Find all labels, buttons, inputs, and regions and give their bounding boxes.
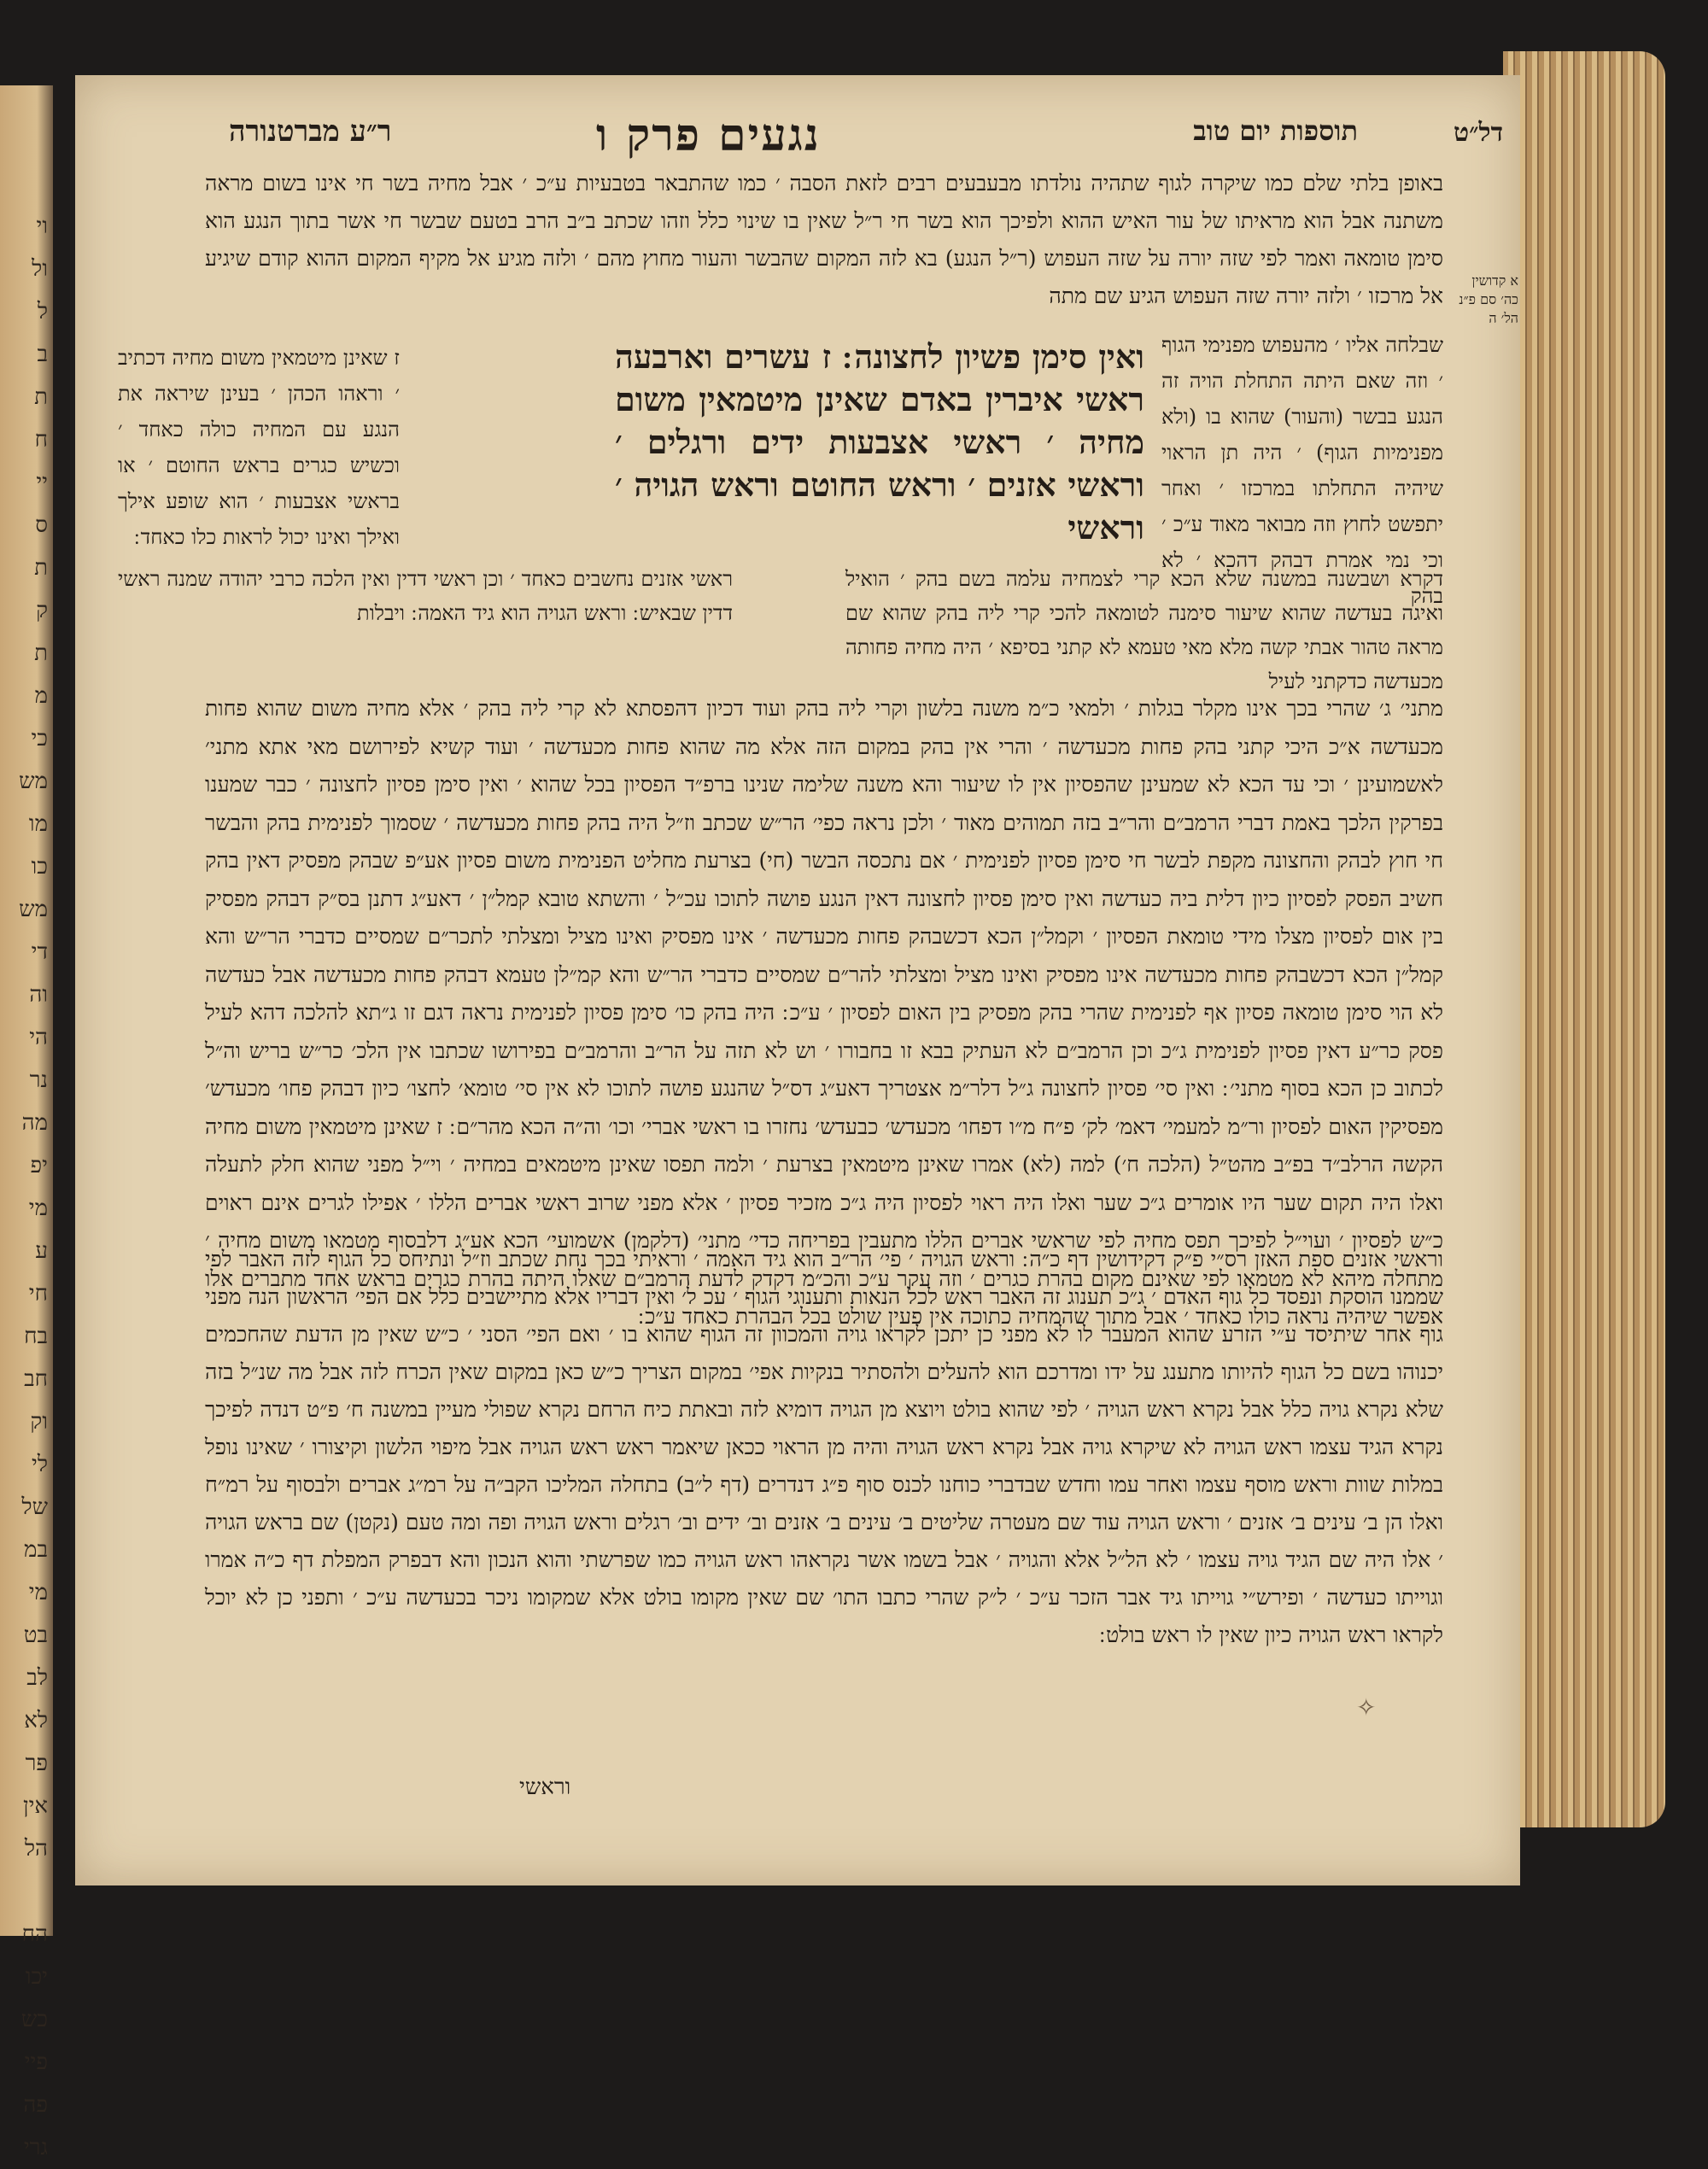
previous-page-line: כו	[31, 854, 48, 880]
previous-page-line: של	[21, 1494, 48, 1520]
previous-page-line: וה	[29, 982, 48, 1008]
previous-page-line: ס	[35, 512, 48, 538]
previous-page-line: מו	[28, 811, 48, 837]
previous-page-line: לב	[26, 1665, 48, 1691]
previous-page-line: ח	[34, 427, 48, 453]
book-page	[75, 75, 1520, 1885]
catchword: וראשי	[519, 1774, 571, 1800]
previous-page-line: בט	[23, 1622, 48, 1648]
mishna-text: ואין סימן פשיון לחצונה ׃ ז עשרים וארבעה ראשי איברין באדם שאינן מיטמאין משום מחיה ׳ ראשי אצבעות ידים ורגלים ׳ וראשי אזנים ׳ וראש החוטם וראש הגויה ׳ וראשי	[615, 337, 1144, 547]
previous-page-line: יי	[36, 470, 48, 495]
tosafot-bottom-block: וראשי אזנים ספת האזן רס״י פ״ק דקידושין דף כ״ה ׃ וראש הגויה ׳ פי׳ הר״ב הוא גיד האמה ׳ וראיתי בכך נחת שכתב וז״ל ונתיחס כל הגוף לזה האבר לפי שממנו הוסקת ונפסד כל גוף האדם ׳ ג״כ תענוג זה האבר ראש לכל הנאות ותענוגי הגוף ׳ עכ ל׳ ואין דבריו אלא מתיישבים כלל אם הפי׳ הראשון הנה מפני גוף אחר שיתיסד ע״י הזרע שהוא המעבר לו לא מפני כן יתכן לקראו גויה והמכוון זה הגוף שהוא בו ׳ ואם הפי׳ הסני ׳ כ״ש שאין מן הדעת שהחכמים יכנוהו בשם כל הגוף להיותו מתענג על ידו ומדרכם הוא להעלים ולהסתיר בנקיות אפי׳ במקום הצריך כ״ש כאן במקום שאין הכרח לזה אבל מה שנ״ל בזה שלא נקרא גויה כלל אבל נקרא ראש הגויה ׳ לפי שהוא בולט ויוצא מן הגויה דומיא לזה ובאתת כיח הרחם נקרא שפולי מעיין במשנה ח׳ פ״ט דנדה לפיכך נקרא הגיד עצמו ראש הגויה לא שיקרא גויה אבל נקרא ראש הגויה והיה מן הראוי ככאן שיאמר ראש ראש הגויה אבל מיפוי הלשון וקיצורו ׳ שאינו נופל במלות שוות וראש מוסף עצמו ואחר עמו וחדש שבדברי כוחנו לכנס סוף פ״ג דנדרים (דף ל״ב) בתחלה המליכו הקב״ה על רמ״ג אברים ולבסוף על רמ״ח ואלו הן ב׳ עינים ב׳ אזנים ׳ וראש הגויה עוד שם מעטרה שליטים ב׳ עינים ב׳ אזנים וב׳ ידים וב׳ רגלים וראש הגויה ופה ומה טעם (נקטן) שם בראש הגויה ׳ אלו היה שם הגיד גויה עצמו ׳ לא הל״ל אלא והגויה ׳ אבל בשמו אשר נקראהו ראש הגויה כמו שפרשתי והוא הנכון והא דבפרק המפלת דף כ״ה אמרו וגוייתו כעדשה ׳ ופירש״י גוייתו גיד אבר הזכר ע״כ ׳ ל״ק שהרי כתבו התו׳ שם שאין מקומו בולט אלא שמקומו ניכר בכעדשה ע״כ ׳ ותפני כן לא יוכל לקראו ראש הגויה כיון שאין לו ראש בולט ׃	[205, 1247, 1443, 1647]
previous-page-line: מ	[34, 683, 48, 709]
running-head-tosafot: תוספות יום טוב	[1193, 114, 1358, 147]
tosafot-top-block: באופן בלתי שלם כמו שיקרה לגוף שתהיה נולדתו מבעבעים רבים לזאת הסבה ׳ כמו שהתבאר בטבעיות ע״כ ׳ אבל מחיה בשר חי אינו בשום מראה משתנה אבל הוא מראיתו של עור האיש ההוא ולפיכך הוא בשר חי ר״ל שאין בו שינוי כלל וזהו שכתב ב״ב הרב בטעם שבשר חי אשר בתוך הנגע הוא סימן טומאה ואמר לפי שזה יורה על שזה העפוש (ר״ל הנגע) בא לזה המקום שהבשר והעור מחוץ מהם ׳ ולזה מגיע אל מקיף המקום ההוא קודם שיגיע אל מרכזו ׳ ולזה יורה שזה העפוש הגיע שם מתה	[205, 171, 1443, 308]
previous-page-line	[5, 1870, 48, 1913]
page-stack-edge	[1503, 51, 1665, 1827]
previous-page-line: וי	[36, 213, 48, 239]
previous-page-line: חי	[28, 1281, 48, 1307]
previous-page-line: נר	[29, 1067, 48, 1093]
tosafot-right-column: שבלחה אליו ׳ מהעפוש מפנימי הגוף ׳ וזה שאם היתה התחלת הויה זה הנגע בבשר (והעור) שהוא בו (ולא מפנימיות הגוף) ׳ היה תן הראוי שיהיה התחלתו במרכזו ׳ ואחר יתפשט לחוץ וזה מבואר מאוד ע״כ ׳ וכי נמי אמרת דבהק דהכא ׳ לא בהק	[1161, 333, 1443, 608]
previous-page-line: לא	[24, 1708, 48, 1733]
previous-page-line: מי	[28, 1580, 48, 1605]
previous-page-line: פה	[23, 2092, 48, 2118]
previous-page-line: הל	[24, 1836, 48, 1862]
previous-page-line: חב	[24, 1366, 48, 1392]
previous-page-line: ת	[34, 555, 48, 581]
previous-page-line: די	[31, 939, 48, 965]
previous-page-line: הי	[29, 1025, 48, 1050]
previous-page-line: ק	[36, 598, 48, 623]
previous-page-text-fragments	[5, 205, 48, 2169]
bartenura-left-column: ז שאינן מיטמאין משום מחיה דכתיב ׳ וראהו הכהן ׳ בעינן שיראה את הנגע עם המחיה כולה כאחד ׳ וכשיש כגרים בראש החוטם ׳ או בראשי אצבעות ׳ הוא שופע אילך ואילך ואינו יכול לראות כלו כאחד ׃	[118, 346, 400, 549]
tosafot-main-block: מתני׳ ג׳ שהרי בכך אינו מקלר בגלות ׳ ולמאי כ״מ משנה בלשון וקרי ליה בהק ועוד דכיון דהפסתא לא קרי ליה בהק ׳ אלא מחיה משום שהוא פחות מכעדשה א״כ היכי קתני בהק פחות מכעדשה ׳ והרי אין בהק במקום הזה אלא מה שהוא פחות מכעדשה ׳ ועוד קשיא לפירושם מאי אתא מתני׳ לאשמועינן ׳ וכי עד הכא לא שמעינן שהפסיון אין לו שיעור והא משנה שלימה שנינו ברפ״ד הפסיון בכל שהוא ׳ ואין סימן פסיון לחצונה ׳ כבר שמענו בפרקין הלכך באמת דברי הרמב״ם והר״ב בזה תמוהים מאוד ׳ ולכן נראה כפי׳ הר״ש שכתב וז״ל היה בהק פחות מכעדשה ׳ שסמוך לפנימית בהק והבשר חי חוץ לבהק והחצונה מקפת לבשר חי סימן פסיון לפנימית ׳ אם נתכסה הבשר (חי) בצרעת מחליט הפנימית משום פסיון אע״פ שבהק מפסיק דאין בהק חשיב הפסק לפסיון כיון דלית ביה כעדשה ואין סימן פסיון לחצונה דאין הנגע פושה לתוכו עכ״ל ׳ והשתא טובא קמל״ן ׳ דאע״ג דתנן בס״ק דבהק מפסיק בין אום לפסיון מצלו מידי טומאת הפסיון ׳ וקמל״ן הכא דכשבהק פחות מכעדשה ׳ אינו מפסיק ואינו מציל ומצלתי לתכר״ם שמסיים כדברי הר״ש והא קמל״ן הכא דכשבהק פחות מכעדשה אינו מפסיק ואינו מציל ומצלתי להר״ם שמסיים כדברי הר״ש והא קמ״לן טעמא דבהק פחות מכעדשה אבל כעדשה לא הוי סימן טומאה פסיון אף לפנימית שהרי בהק מפסיק בין האום לפסיון ׳ ע״כ ׃ היה בהק כו׳ סימן פסיון לפנימית נראה דגם זו ג״תא להלכה דהא לעיל פסק כר״ע דאין פסיון לפנימית ג״כ וכן הרמב״ם לא העתיק בבא זו בחבורו ׳ וש לא תזה על הר״ב והרמב״ם בפירושו שכתבו אין הלכ׳ כר״ש בריש וה״ל לכתוב כן הכא בסוף מתני׳ ׃ ואין סי׳ פסיון לחצונה ג״ל דלר״מ אצטריך דאע״ג דס״ל שהנגע פושה לתוכו לא אין סי׳ טומא׳ לחצו׳ כיון דבהק פחו׳ מכעדש׳ מפסיקין האום לפסיון ור״מ למעמי׳ דאמ׳ לק׳ פ״ח מ״ו דפחו׳ מכעדש׳ כבעדש׳ נחזרו בו ראשי אברי׳ וכו׳ וה״ה הכא מהר״ם ׃ ז שאינן מיטמאין משום מחיה הקשה הרלב״ד בפ״ב מהט״ל (הלכה ח׳) למה (לא) אמרו שאינן מיטמאין בצרעת ׳ ולמה תפסו שאינן מיטמאים במחיה ׳ וי״ל מפני שהוא חלק לתעלה ואלו היה תקום שער היו אומרים ג״כ שער ואלו היה ראוי לפסיון היה ג״כ מזכיר פסיון ׳ אלא מפני שרוב ראשי אברים הללו ׳ אפילו לגרים אינם ראוים כ״ש לפסיון ׳ ועוי״ל לפיכך תפס מחיה לפי שראשי אברים הללו מתעבין בפריחה כדי׳ מתני׳ (דלקמן) אשמועי׳ הכא אע״ג דלבסוף מטמאו משום מחיה ׳ מתחלה מיהא לא מטמאו לפי שאינם מקום בהרת כגרים ׳ וזה עקר ע״כ והכ״מ דקדק לדעת הרמב״ם שאלו היתה בהרת כגרים בראש אחד מתברים אלו אפשר שיהיה נראה כולו כאחד ׳ אבל מתוך שהמחיה כתוכה אין פעין שולט בכל הבהרת כאחד ע״כ ׃	[205, 696, 1443, 1329]
previous-page-line: מש	[19, 769, 48, 794]
previous-page-line: ת	[34, 640, 48, 666]
running-head-chapter: נגעים פרק ו	[596, 109, 821, 161]
ornament-mark: ✧	[1356, 1693, 1377, 1722]
previous-page-line: יכו	[25, 1964, 48, 1990]
previous-page-line: ב	[37, 342, 48, 367]
previous-page-line: ול	[32, 256, 48, 282]
folio-number: דל״ט	[1454, 118, 1503, 148]
previous-page-line: בח	[24, 1324, 48, 1349]
tosafot-continuation: דקרא ושבשנה במשנה שלא הכא קרי לצמחיה עלמה בשם בהק ׳ הואיל ואיגה בעדשה שהוא שיעור סימנה לטומאה להכי קרי ליה בהק שהוא שם מראה טהור אבתי קשה מלא מאי טעמא לא קתני בסיפא ׳ היה מחיה פחותה מכעדשה כדקתני לעיל	[845, 567, 1443, 693]
previous-page-line: במ	[24, 1537, 48, 1563]
previous-page-line: אין	[22, 1793, 48, 1819]
previous-page-line: פיי	[24, 2049, 48, 2075]
previous-page-line: גרי	[23, 2135, 48, 2160]
previous-page-line: לי	[32, 1452, 48, 1477]
previous-page-line: וק	[30, 1409, 48, 1435]
previous-page-line: ל	[37, 299, 48, 324]
previous-page-line: מי	[28, 1196, 48, 1221]
margin-note: א קדושין כה׳ סם פ״נ הל׳ ה	[1459, 272, 1518, 326]
running-head-bartenura: ר״ע מברטנורה	[229, 114, 392, 149]
previous-page-line: ע	[35, 1238, 48, 1264]
previous-page-edge	[0, 85, 53, 2160]
previous-page-line: כש	[20, 2007, 48, 2032]
bartenura-continuation: ראשי אזנים נחשבים כאחד ׳ וכן ראשי דדין ואין הלכה כרבי יהודה שמנה ראשי דדין שבאיש ׃ וראש הגויה הוא גיד האמה ׃ ויבלות	[118, 567, 734, 625]
previous-page-line: מה	[21, 1110, 48, 1136]
previous-page-line: מש	[19, 897, 48, 922]
previous-page-line: ת	[34, 384, 48, 410]
previous-page-line: הח	[21, 1921, 48, 1947]
previous-page-line: פר	[25, 1751, 48, 1776]
previous-page-line: יפ	[30, 1153, 48, 1178]
page-header	[75, 109, 1520, 161]
previous-page-line: כי	[31, 726, 48, 751]
